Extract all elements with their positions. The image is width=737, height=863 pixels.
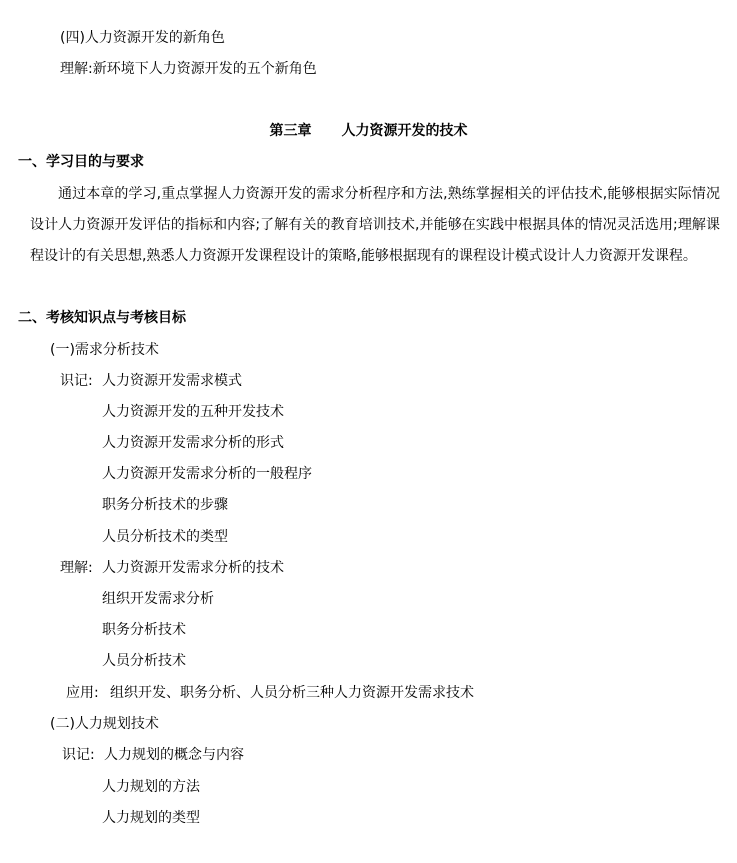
chapter-title: [0, 121, 737, 141]
understand-item: 职务分析技术: [102, 622, 186, 638]
recall-item: 人员分析技术的类型: [102, 529, 228, 545]
section-heading-2: 二、考核知识点与考核目标: [18, 310, 186, 326]
recall-label: 识记:: [60, 373, 93, 389]
recall-item: 人力资源开发的五种开发技术: [102, 404, 284, 420]
apply-label: 应用:: [66, 685, 99, 701]
recall-item: 人力规划的概念与内容: [104, 747, 244, 763]
recall-item: 职务分析技术的步骤: [102, 497, 228, 513]
subsection-title-1: (一)需求分析技术: [50, 342, 159, 358]
understand-item: 人员分析技术: [102, 653, 186, 669]
recall-item: 人力资源开发需求分析的一般程序: [102, 466, 312, 482]
section-heading-1: 一、学习目的与要求: [18, 154, 144, 170]
subsection-title-2: (二)人力规划技术: [50, 716, 159, 732]
understand-item: 人力资源开发需求分析的技术: [102, 560, 284, 576]
recall-label: 识记:: [62, 747, 95, 763]
chapter-name: 人力资源开发的技术: [341, 123, 468, 139]
recall-item: 人力资源开发需求模式: [102, 373, 242, 389]
understand-label: 理解:: [60, 560, 93, 576]
recall-item: 人力规划的方法: [102, 779, 200, 795]
recall-item: 人力资源开发需求分析的形式: [102, 435, 284, 451]
subsection-heading-4: (四)人力资源开发的新角色: [60, 30, 225, 46]
understand-item: 组织开发需求分析: [102, 591, 214, 607]
section1-paragraph: 通过本章的学习,重点掌握人力资源开发的需求分析程序和方法,熟练掌握相关的评估技术,能够根据实际情况设计人力资源开发评估的指标和内容;了解有关的教育培训技术,并能够在实践中根据具体的情况灵活选用;理解课程设计的有关思想,熟悉人力资源开发课程设计的策略,能够根据现有的课程设计模式设计人力资源开发课程。: [30, 186, 720, 264]
apply-text: 组织开发、职务分析、人员分析三种人力资源开发需求技术: [110, 685, 474, 701]
understand-line: 理解:新环境下人力资源开发的五个新角色: [60, 61, 317, 77]
chapter-number: 第三章: [269, 123, 312, 139]
recall-item: 人力规划的类型: [102, 810, 200, 826]
